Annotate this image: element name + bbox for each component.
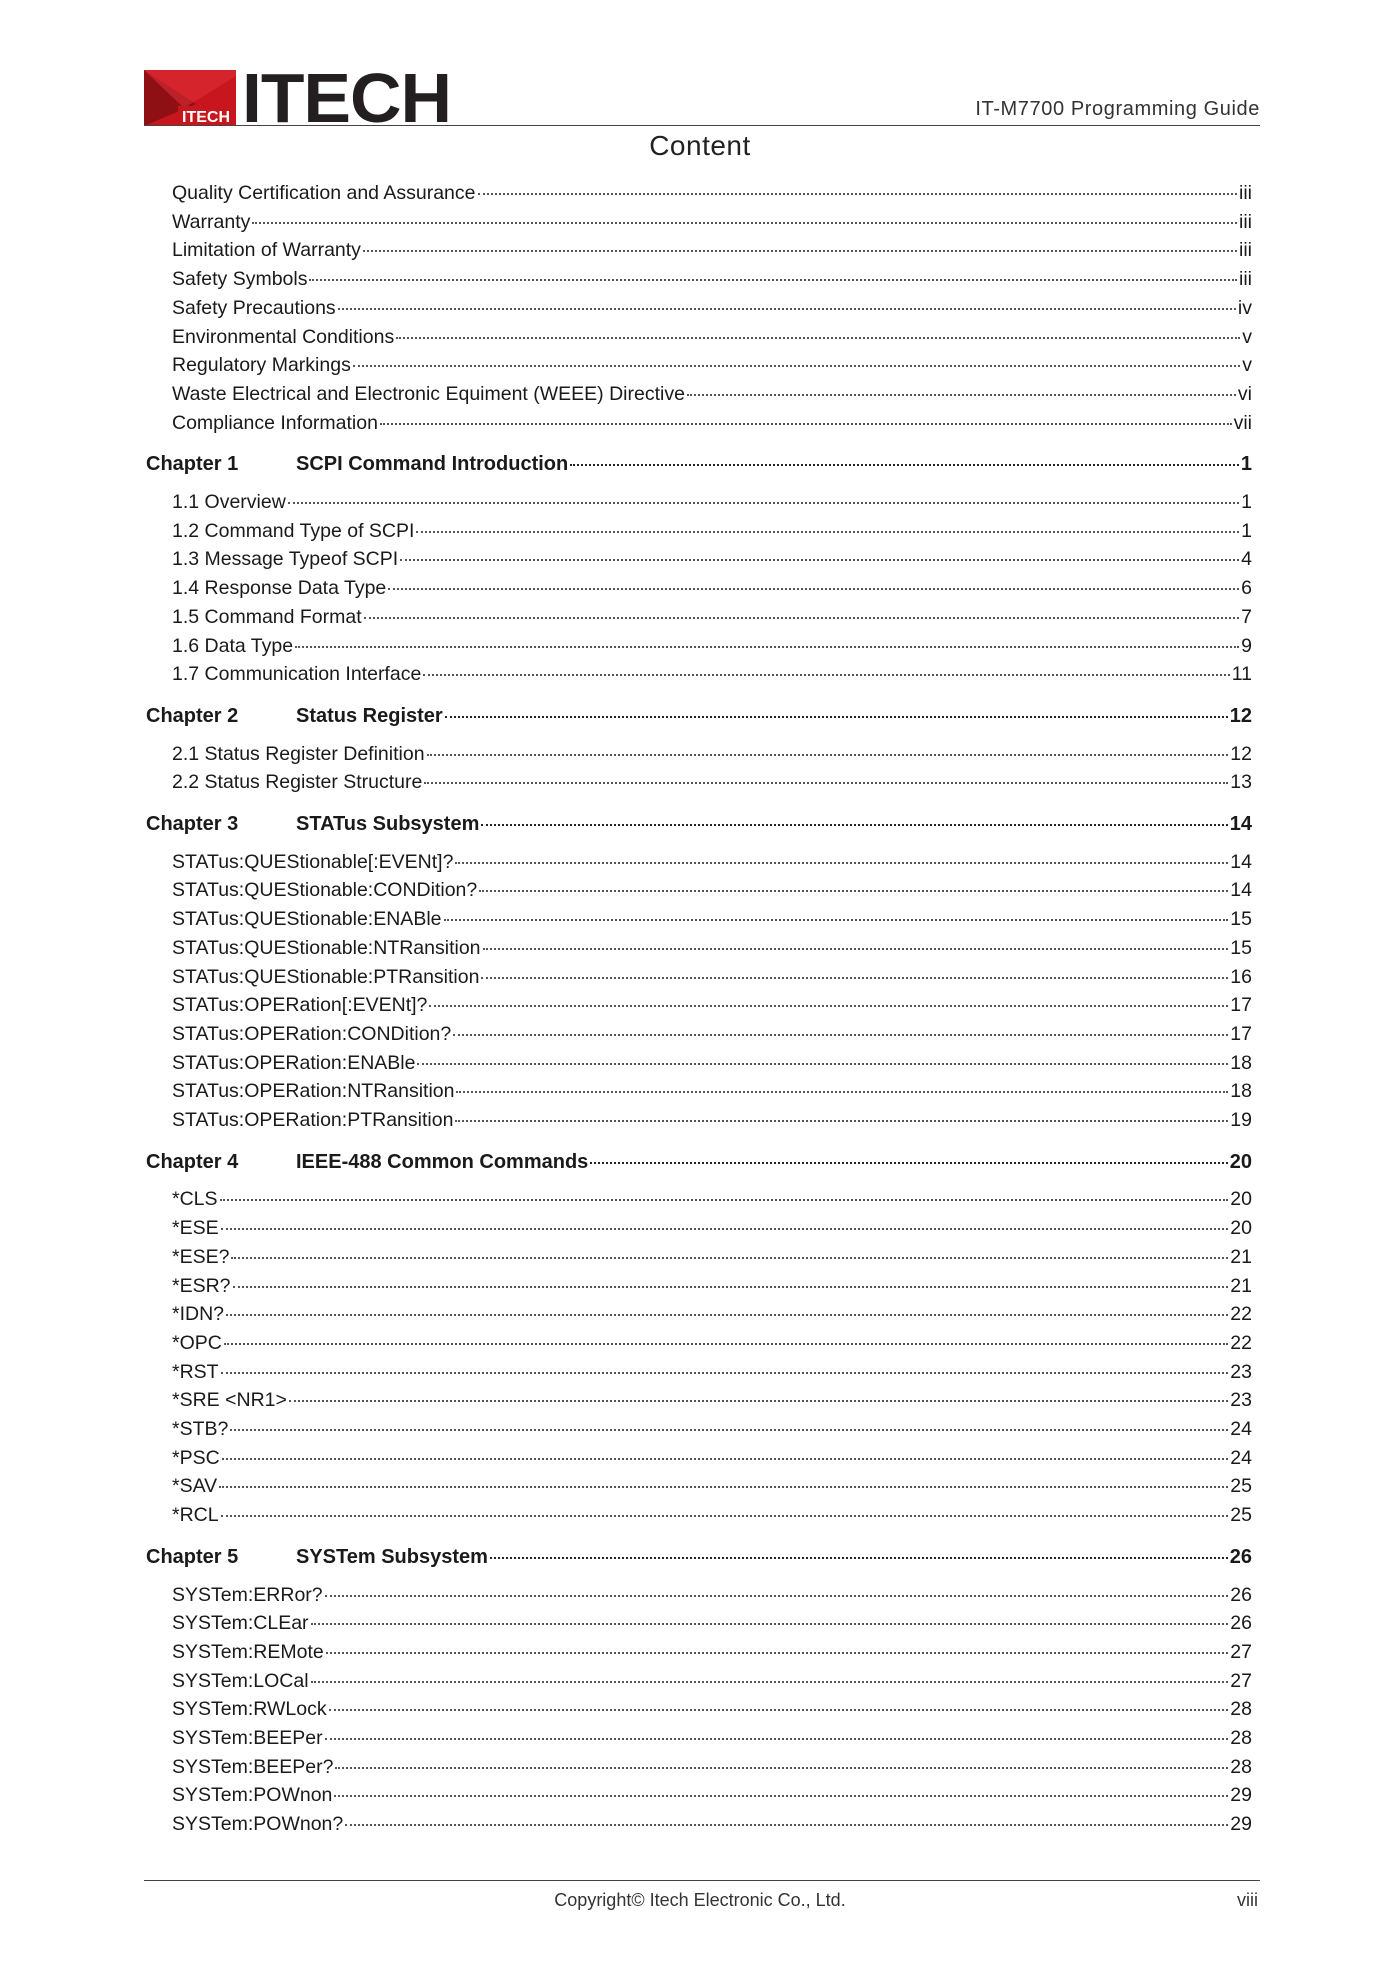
toc-entry-row[interactable] (146, 633, 1252, 659)
toc-page-number: 22 (1230, 1303, 1252, 1326)
toc-label: Waste Electrical and Electronic Equiment (WEEE) Directive (172, 382, 685, 405)
toc-dot-leader (429, 1005, 1228, 1007)
toc-entry-row[interactable] (146, 381, 1252, 407)
toc-label: STATus:QUEStionable:ENABle (172, 908, 442, 931)
toc-entry-row[interactable] (146, 849, 1252, 875)
toc-label: 1.3 Message Typeof SCPI (172, 548, 399, 571)
toc-entry-row[interactable] (146, 180, 1252, 206)
toc-label: STATus:QUEStionable[:EVENt]? (172, 850, 454, 873)
page-number: viii (1237, 1890, 1258, 1910)
toc-dot-leader (427, 754, 1229, 756)
toc-dot-leader (221, 1228, 1229, 1230)
toc-label: *ESE? (172, 1245, 230, 1268)
footer-divider (144, 1880, 1260, 1881)
toc-label: Regulatory Markings (172, 354, 351, 377)
toc-page-number: 24 (1230, 1418, 1252, 1440)
toc-page-number: 9 (1241, 634, 1252, 657)
header-divider (144, 125, 1260, 126)
toc-label: Compliance Information (172, 411, 378, 434)
toc-entry-row[interactable] (146, 1782, 1252, 1808)
toc-dot-leader (455, 862, 1228, 864)
toc-label: 1.2 Command Type of SCPI (172, 519, 415, 542)
toc-entry-row[interactable] (146, 1445, 1252, 1471)
toc-entry-row[interactable] (146, 1387, 1252, 1413)
toc-entry-row[interactable] (146, 1639, 1252, 1665)
toc-label: STATus:OPERation:PTRansition (172, 1109, 454, 1131)
toc-dot-leader (326, 1652, 1229, 1654)
toc-page-number: 17 (1230, 994, 1252, 1017)
toc-entry-row[interactable] (146, 964, 1252, 990)
toc-page-number: 14 (1229, 813, 1252, 835)
toc-label: SYSTem:POWnon? (172, 1813, 344, 1836)
toc-dot-leader (456, 1091, 1228, 1093)
toc-label: SYSTem:LOCal (172, 1669, 309, 1692)
toc-dot-leader (221, 1515, 1229, 1517)
toc-dot-leader (224, 1343, 1228, 1345)
toc-page-number: 21 (1230, 1274, 1252, 1297)
toc-page-number: 1 (1241, 519, 1252, 542)
toc-entry-row[interactable] (146, 1725, 1252, 1751)
toc-page-number: 29 (1230, 1784, 1252, 1807)
toc-entry-row[interactable] (146, 604, 1252, 630)
toc-page-number: 27 (1230, 1669, 1252, 1692)
toc-label: Limitation of Warranty (172, 239, 361, 262)
toc-dot-leader (334, 1795, 1228, 1797)
toc-page-number: 15 (1230, 908, 1252, 931)
toc-dot-leader (219, 1486, 1228, 1488)
toc-page-number: iii (1239, 268, 1252, 291)
toc-dot-leader (288, 502, 1239, 504)
toc-page-number: 1 (1241, 491, 1252, 513)
toc-dot-leader (481, 824, 1227, 826)
toc-dot-leader (221, 1372, 1229, 1374)
toc-page-number: 26 (1230, 1612, 1252, 1635)
toc-label: STATus Subsystem (296, 813, 480, 835)
toc-page-number: v (1242, 354, 1252, 377)
toc-entry-row[interactable] (146, 295, 1252, 321)
toc-label: STATus:OPERation:CONDition? (172, 1022, 452, 1045)
toc-page-number: iii (1239, 182, 1252, 204)
toc-label: SYSTem:POWnon (172, 1784, 333, 1807)
toc-dot-leader (416, 531, 1239, 533)
toc-chapter-row[interactable] (146, 451, 1252, 477)
toc-label: SYSTem:CLEar (172, 1612, 309, 1635)
toc-dot-leader (478, 193, 1238, 195)
toc-entry-row[interactable] (146, 1186, 1252, 1212)
toc-page-number: 18 (1230, 1080, 1252, 1103)
toc-dot-leader (444, 919, 1229, 921)
toc-page-number: 19 (1230, 1109, 1252, 1131)
toc-dot-leader (483, 948, 1229, 950)
toc-dot-leader (380, 423, 1232, 425)
toc-label: 1.6 Data Type (172, 634, 294, 657)
toc-page-number: 26 (1230, 1583, 1252, 1606)
toc-dot-leader (417, 1063, 1228, 1065)
toc-dot-leader (364, 617, 1239, 619)
toc-entry-row[interactable] (146, 1244, 1252, 1270)
logo-wordmark-text: ITECH (242, 59, 452, 137)
toc-page-number: 1 (1240, 453, 1252, 476)
toc-page-number: 21 (1230, 1245, 1252, 1268)
toc-entry-row[interactable] (146, 1754, 1252, 1780)
toc-page-number: vi (1237, 382, 1252, 405)
toc-label: Safety Symbols (172, 268, 308, 291)
toc-label: SYSTem:REMote (172, 1640, 324, 1663)
toc-label: *STB? (172, 1418, 229, 1440)
toc-entry-row[interactable] (146, 1502, 1252, 1528)
toc-dot-leader (490, 1557, 1228, 1559)
toc-chapter-number: Chapter 2 (146, 704, 239, 727)
toc-dot-leader (445, 716, 1228, 718)
toc-entry-row[interactable] (146, 489, 1252, 515)
toc-entry-row[interactable] (146, 769, 1252, 795)
toc-label: SYSTem:ERRor? (172, 1583, 323, 1606)
toc-page-number: 18 (1230, 1051, 1252, 1074)
toc-dot-leader (479, 890, 1228, 892)
itech-logo (144, 59, 452, 137)
toc-dot-leader (353, 365, 1240, 367)
toc-entry-row[interactable] (146, 546, 1252, 572)
toc-entry-row[interactable] (146, 1668, 1252, 1694)
toc-page-number: iv (1237, 296, 1252, 319)
toc-entry-row[interactable] (146, 877, 1252, 903)
toc-entry-row[interactable] (146, 1359, 1252, 1385)
toc-page-number: iii (1239, 239, 1252, 262)
toc-chapter-number: Chapter 4 (146, 1150, 239, 1173)
toc-dot-leader (388, 588, 1239, 590)
toc-dot-leader (289, 1400, 1228, 1402)
toc-page-number: 23 (1230, 1389, 1252, 1412)
toc-label: IEEE-488 Common Commands (296, 1150, 589, 1173)
toc-label: *PSC (172, 1446, 220, 1469)
doc-title: IT-M7700 Programming Guide (975, 98, 1260, 120)
toc-dot-leader (345, 1824, 1228, 1826)
toc-entry-row[interactable] (146, 906, 1252, 932)
toc-dot-leader (400, 559, 1239, 561)
toc-dot-leader (231, 1257, 1228, 1259)
toc-page-number: 16 (1230, 965, 1252, 988)
toc-entry-row[interactable] (146, 1050, 1252, 1076)
toc-label: STATus:QUEStionable:CONDition? (172, 879, 478, 902)
toc-page-number: 28 (1230, 1727, 1252, 1749)
toc-dot-leader (311, 1681, 1229, 1683)
toc-page-number: 28 (1230, 1698, 1252, 1721)
toc-label: *ESE (172, 1217, 219, 1240)
itech-logo-badge-icon (144, 70, 236, 126)
copyright-notice: Copyright© Itech Electronic Co., Ltd. (554, 1890, 846, 1910)
toc-label: STATus:QUEStionable:PTRansition (172, 965, 480, 988)
toc-dot-leader (230, 1429, 1228, 1431)
toc-label: 1.4 Response Data Type (172, 577, 387, 600)
toc-label: Safety Precautions (172, 296, 336, 319)
toc-label: *SAV (172, 1475, 218, 1498)
toc-entry-row[interactable] (146, 237, 1252, 263)
toc-dot-leader (252, 222, 1237, 224)
toc-entry-row[interactable] (146, 575, 1252, 601)
toc-dot-leader (423, 674, 1229, 676)
toc-entry-row[interactable] (146, 1273, 1252, 1299)
toc-label: SYSTem Subsystem (296, 1545, 488, 1568)
toc-label: 1.1 Overview (172, 491, 286, 513)
toc-entry-row[interactable] (146, 410, 1252, 436)
toc-label: *RCL (172, 1504, 219, 1527)
toc-entry-row[interactable] (146, 1696, 1252, 1722)
toc-page-number: 27 (1230, 1640, 1252, 1663)
toc-page-number: 12 (1230, 742, 1252, 765)
toc-dot-leader (396, 337, 1240, 339)
toc-label: SYSTem:BEEPer (172, 1727, 323, 1749)
toc-label: Environmental Conditions (172, 325, 395, 348)
toc-label: STATus:OPERation:NTRansition (172, 1080, 455, 1103)
toc-chapter-row[interactable] (146, 1544, 1252, 1570)
toc-page-number: 11 (1231, 663, 1252, 686)
toc-entry-row[interactable] (146, 935, 1252, 961)
toc-entry-row[interactable] (146, 1811, 1252, 1837)
toc-dot-leader (311, 1623, 1229, 1625)
toc-label: STATus:OPERation[:EVENt]? (172, 994, 428, 1017)
toc-page-number: 28 (1230, 1755, 1252, 1778)
toc-label: STATus:QUEStionable:NTRansition (172, 936, 481, 959)
toc-label: *CLS (172, 1188, 218, 1211)
toc-dot-leader (325, 1595, 1229, 1597)
toc-entry-row[interactable] (146, 1582, 1252, 1608)
toc-label: 2.2 Status Register Structure (172, 771, 423, 794)
toc-page-number: 20 (1230, 1188, 1252, 1211)
toc-entry-row[interactable] (146, 1416, 1252, 1442)
toc-dot-leader (325, 1738, 1229, 1740)
toc-entry-row[interactable] (146, 1107, 1252, 1133)
toc-entry-row[interactable] (146, 518, 1252, 544)
toc-page-number: 17 (1230, 1022, 1252, 1045)
toc-chapter-row[interactable] (146, 703, 1252, 729)
toc-entry-row[interactable] (146, 1330, 1252, 1356)
toc-page-number: 15 (1230, 936, 1252, 959)
toc-label: 1.5 Command Format (172, 605, 362, 628)
toc-label: *IDN? (172, 1303, 225, 1326)
toc-page-number: 14 (1230, 879, 1252, 902)
toc-label: SYSTem:RWLock (172, 1698, 327, 1721)
toc-dot-leader (590, 1162, 1227, 1164)
toc-entry-row[interactable] (146, 209, 1252, 235)
toc-dot-leader (335, 1767, 1228, 1769)
toc-dot-leader (570, 464, 1239, 466)
toc-dot-leader (687, 394, 1236, 396)
toc-entry-row[interactable] (146, 1610, 1252, 1636)
toc-page-number: 22 (1230, 1331, 1252, 1354)
logo-badge-text: ITECH (182, 109, 230, 126)
toc-entry-row[interactable] (146, 1301, 1252, 1327)
toc-dot-leader (455, 1120, 1228, 1122)
toc-chapter-row[interactable] (146, 811, 1252, 837)
toc-page-number: 26 (1229, 1545, 1252, 1568)
toc-dot-leader (329, 1709, 1229, 1711)
toc-dot-leader (481, 977, 1228, 979)
toc-label: SYSTem:BEEPer? (172, 1755, 334, 1778)
toc-label: STATus:OPERation:ENABle (172, 1051, 416, 1074)
toc-page-number: 25 (1230, 1504, 1252, 1527)
toc-entry-row[interactable] (146, 1078, 1252, 1104)
toc-page-number: 14 (1230, 850, 1252, 873)
toc-chapter-number: Chapter 1 (146, 453, 239, 476)
toc-label: *SRE <NR1> (172, 1389, 287, 1412)
toc-label: Status Register (296, 704, 443, 727)
toc-page-number: 7 (1241, 605, 1252, 628)
logo-wordmark (242, 59, 452, 137)
toc-entry-row[interactable] (146, 1215, 1252, 1241)
toc-label: *OPC (172, 1331, 222, 1354)
toc-label: Warranty (172, 210, 251, 233)
toc-page-number: 23 (1230, 1360, 1252, 1383)
toc-dot-leader (363, 250, 1237, 252)
toc-label: 1.7 Communication Interface (172, 663, 422, 686)
toc-entry-row[interactable] (146, 661, 1252, 687)
toc-page-number: 29 (1230, 1813, 1252, 1836)
toc-page-number: 25 (1230, 1475, 1252, 1498)
page-title: Content (649, 130, 751, 161)
toc-entry-row[interactable] (146, 1021, 1252, 1047)
toc-page-number: v (1242, 325, 1252, 348)
toc-page-number: 20 (1230, 1217, 1252, 1240)
toc-dot-leader (338, 308, 1236, 310)
toc-dot-leader (222, 1458, 1229, 1460)
toc-entry-row[interactable] (146, 266, 1252, 292)
toc-dot-leader (220, 1199, 1229, 1201)
toc-label: *RST (172, 1360, 219, 1383)
toc-dot-leader (226, 1314, 1228, 1316)
toc-label: *ESR? (172, 1274, 231, 1297)
toc-page-number: 20 (1229, 1150, 1252, 1173)
toc-label: SCPI Command Introduction (296, 453, 569, 476)
toc-chapter-number: Chapter 5 (146, 1545, 239, 1568)
toc-dot-leader (233, 1286, 1229, 1288)
toc-entry-row[interactable] (146, 992, 1252, 1018)
toc-entry-row[interactable] (146, 1473, 1252, 1499)
toc-entry-row[interactable] (146, 352, 1252, 378)
toc-page-number: 6 (1241, 577, 1252, 600)
toc-dot-leader (424, 782, 1228, 784)
toc-dot-leader (309, 279, 1237, 281)
toc-entry-row[interactable] (146, 741, 1252, 767)
toc-page-number: 4 (1241, 548, 1252, 571)
toc-page-number: 24 (1230, 1446, 1252, 1469)
toc-dot-leader (295, 646, 1239, 648)
toc-dot-leader (453, 1034, 1228, 1036)
toc-entry-row[interactable] (146, 324, 1252, 350)
toc-chapter-row[interactable] (146, 1149, 1252, 1175)
toc-page-number: vii (1233, 411, 1252, 434)
toc-page-number: 12 (1229, 704, 1252, 727)
toc-label: 2.1 Status Register Definition (172, 742, 425, 765)
toc-page-number: iii (1239, 210, 1252, 233)
toc-chapter-number: Chapter 3 (146, 813, 239, 835)
toc-label: Quality Certification and Assurance (172, 182, 476, 204)
toc-page-number: 13 (1230, 771, 1252, 794)
